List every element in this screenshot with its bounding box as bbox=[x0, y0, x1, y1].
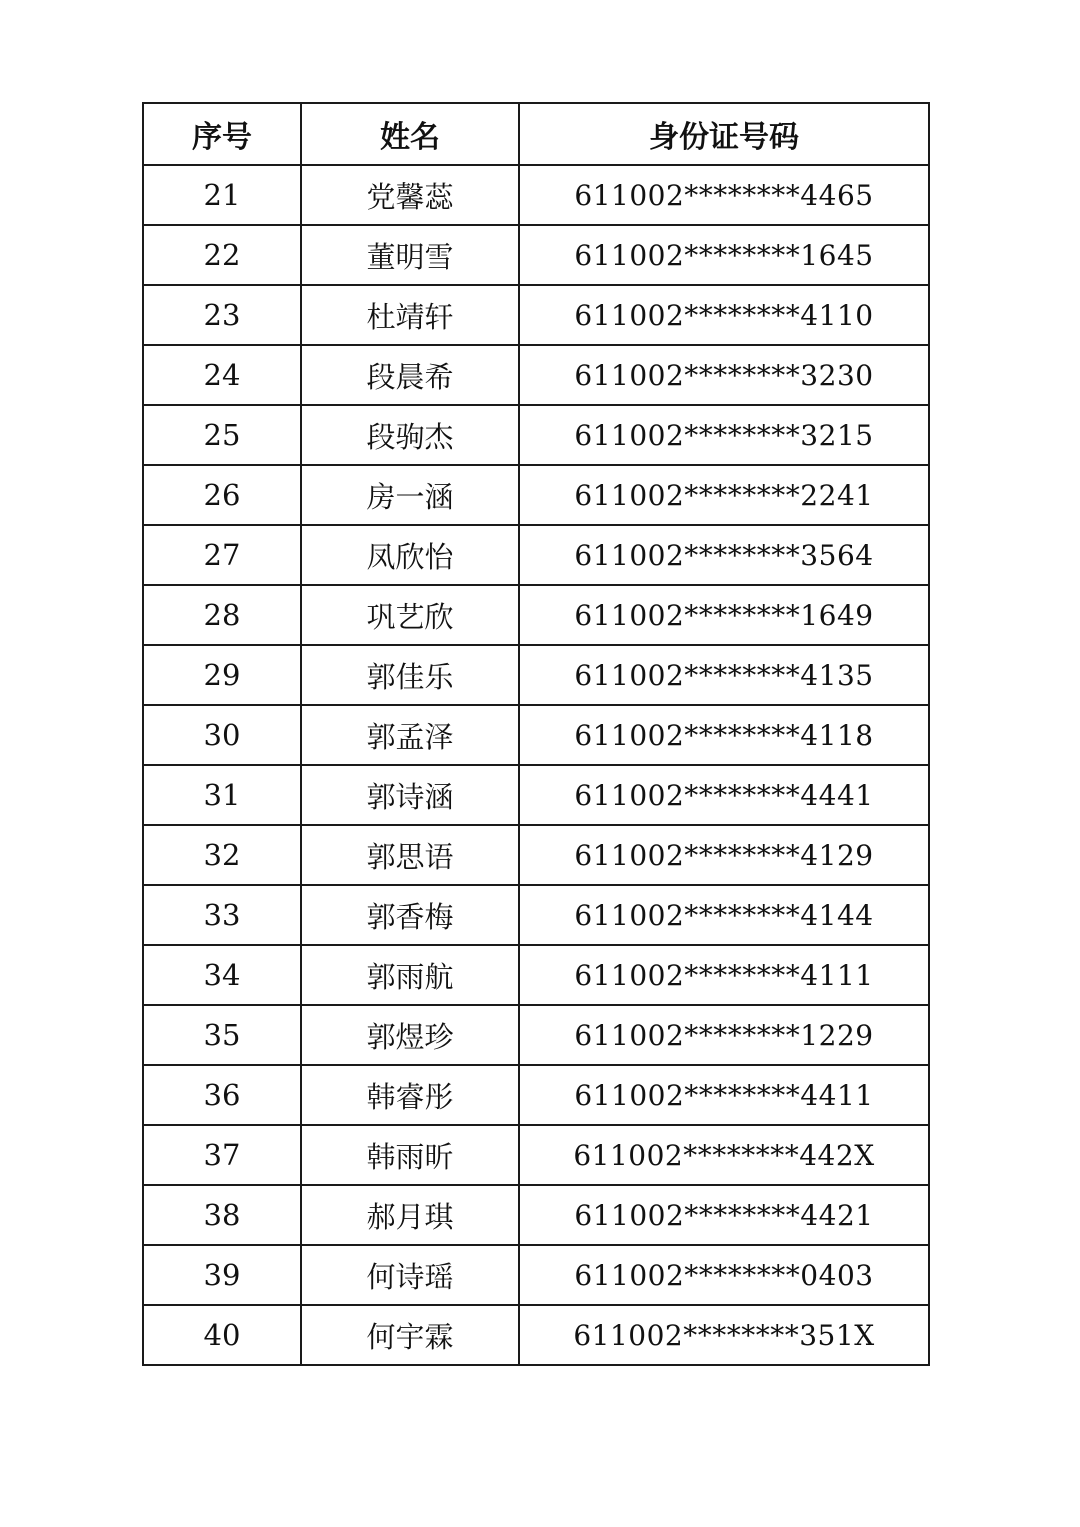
row-index: 38 bbox=[143, 1185, 301, 1245]
row-name: 何宇霖 bbox=[301, 1305, 519, 1365]
row-index: 28 bbox=[143, 585, 301, 645]
row-id-number: 611002********4465 bbox=[519, 165, 929, 225]
table-row bbox=[143, 225, 929, 285]
header-id-number: 身份证号码 bbox=[519, 103, 929, 165]
row-index: 24 bbox=[143, 345, 301, 405]
row-name: 郭佳乐 bbox=[301, 645, 519, 705]
row-index: 37 bbox=[143, 1125, 301, 1185]
row-id-number: 611002********4441 bbox=[519, 765, 929, 825]
row-id-number: 611002********3564 bbox=[519, 525, 929, 585]
row-index: 33 bbox=[143, 885, 301, 945]
table-row bbox=[143, 825, 929, 885]
roster-table bbox=[142, 102, 930, 1366]
row-id-number: 611002********1645 bbox=[519, 225, 929, 285]
row-index: 32 bbox=[143, 825, 301, 885]
row-index: 30 bbox=[143, 705, 301, 765]
row-name: 郭香梅 bbox=[301, 885, 519, 945]
table-row bbox=[143, 525, 929, 585]
row-id-number: 611002********1649 bbox=[519, 585, 929, 645]
row-id-number: 611002********4110 bbox=[519, 285, 929, 345]
table-row bbox=[143, 645, 929, 705]
row-id-number: 611002********4144 bbox=[519, 885, 929, 945]
table-row bbox=[143, 1305, 929, 1365]
row-name: 韩睿彤 bbox=[301, 1065, 519, 1125]
table-row bbox=[143, 165, 929, 225]
row-id-number: 611002********3215 bbox=[519, 405, 929, 465]
row-name: 郭煜珍 bbox=[301, 1005, 519, 1065]
row-name: 段晨希 bbox=[301, 345, 519, 405]
table-row bbox=[143, 1125, 929, 1185]
table-row bbox=[143, 1245, 929, 1305]
row-index: 35 bbox=[143, 1005, 301, 1065]
table-row bbox=[143, 705, 929, 765]
table-row bbox=[143, 285, 929, 345]
row-id-number: 611002********3230 bbox=[519, 345, 929, 405]
row-index: 21 bbox=[143, 165, 301, 225]
row-index: 23 bbox=[143, 285, 301, 345]
row-index: 22 bbox=[143, 225, 301, 285]
row-index: 36 bbox=[143, 1065, 301, 1125]
row-index: 25 bbox=[143, 405, 301, 465]
row-name: 郝月琪 bbox=[301, 1185, 519, 1245]
table-row bbox=[143, 945, 929, 1005]
row-name: 巩艺欣 bbox=[301, 585, 519, 645]
row-id-number: 611002********4135 bbox=[519, 645, 929, 705]
row-id-number: 611002********351X bbox=[519, 1305, 929, 1365]
header-row bbox=[143, 103, 929, 165]
header-name: 姓名 bbox=[301, 103, 519, 165]
row-name: 房一涵 bbox=[301, 465, 519, 525]
row-name: 董明雪 bbox=[301, 225, 519, 285]
row-id-number: 611002********4421 bbox=[519, 1185, 929, 1245]
row-name: 郭思语 bbox=[301, 825, 519, 885]
row-index: 31 bbox=[143, 765, 301, 825]
row-id-number: 611002********1229 bbox=[519, 1005, 929, 1065]
table-body bbox=[143, 165, 929, 1365]
row-index: 40 bbox=[143, 1305, 301, 1365]
row-index: 26 bbox=[143, 465, 301, 525]
table-row bbox=[143, 1005, 929, 1065]
row-id-number: 611002********0403 bbox=[519, 1245, 929, 1305]
row-name: 郭雨航 bbox=[301, 945, 519, 1005]
row-id-number: 611002********2241 bbox=[519, 465, 929, 525]
row-name: 何诗瑶 bbox=[301, 1245, 519, 1305]
row-name: 郭诗涵 bbox=[301, 765, 519, 825]
table-row bbox=[143, 1065, 929, 1125]
row-id-number: 611002********442X bbox=[519, 1125, 929, 1185]
table-row bbox=[143, 1185, 929, 1245]
table-row bbox=[143, 765, 929, 825]
header-index: 序号 bbox=[143, 103, 301, 165]
row-index: 39 bbox=[143, 1245, 301, 1305]
row-index: 29 bbox=[143, 645, 301, 705]
row-id-number: 611002********4118 bbox=[519, 705, 929, 765]
table-row bbox=[143, 465, 929, 525]
row-id-number: 611002********4111 bbox=[519, 945, 929, 1005]
table-row bbox=[143, 345, 929, 405]
row-name: 党馨蕊 bbox=[301, 165, 519, 225]
row-name: 凤欣怡 bbox=[301, 525, 519, 585]
table-row bbox=[143, 885, 929, 945]
row-index: 34 bbox=[143, 945, 301, 1005]
row-name: 韩雨昕 bbox=[301, 1125, 519, 1185]
row-name: 郭孟泽 bbox=[301, 705, 519, 765]
row-name: 段驹杰 bbox=[301, 405, 519, 465]
row-id-number: 611002********4129 bbox=[519, 825, 929, 885]
table-row bbox=[143, 585, 929, 645]
row-id-number: 611002********4411 bbox=[519, 1065, 929, 1125]
row-index: 27 bbox=[143, 525, 301, 585]
table-row bbox=[143, 405, 929, 465]
table-header bbox=[143, 103, 929, 165]
row-name: 杜靖轩 bbox=[301, 285, 519, 345]
